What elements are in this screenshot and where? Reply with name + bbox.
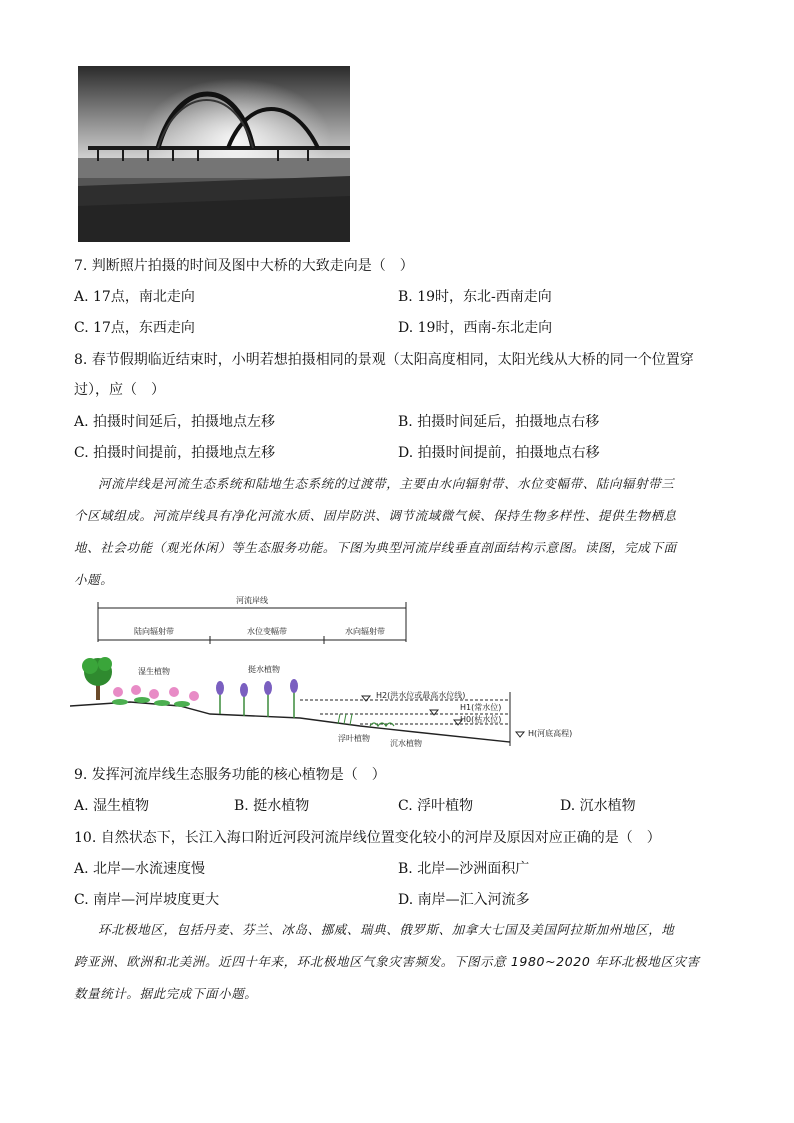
passage2-line3: 数量统计。据此完成下面小题。 — [74, 986, 258, 1001]
diagram-title: 河流岸线 — [236, 596, 268, 605]
q7-option-a[interactable]: A. 17点，南北走向 — [74, 289, 195, 305]
q10-option-a[interactable]: A. 北岸—水流速度慢 — [74, 861, 206, 877]
q9-stem: 9. 发挥河流岸线生态服务功能的核心植物是（ ） — [74, 767, 386, 783]
q10-option-c[interactable]: C. 南岸—河岸坡度更大 — [74, 892, 220, 908]
q10-stem: 10. 自然状态下，长江入海口附近河段河流岸线位置变化较小的河岸及原因对应正确的是（ ） — [74, 830, 661, 846]
passage1-line1: 河流岸线是河流生态系统和陆地生态系统的过渡带，主要由水向辐射带、水位变幅带、陆向辐射带三 — [98, 476, 675, 491]
q10-option-d[interactable]: D. 南岸—汇入河流多 — [398, 892, 530, 908]
q7-option-c[interactable]: C. 17点，东西走向 — [74, 320, 195, 336]
q10-option-b[interactable]: B. 北岸—沙洲面积广 — [398, 861, 530, 877]
label-emergent: 挺水植物 — [248, 665, 280, 674]
q7-option-d[interactable]: D. 19时，西南-东北走向 — [398, 320, 553, 336]
label-h0: H0(枯水位) — [460, 715, 502, 724]
zone-land: 陆向辐射带 — [134, 627, 174, 636]
q9-option-c[interactable]: C. 浮叶植物 — [398, 798, 474, 814]
bridge-photo-image — [78, 66, 350, 242]
label-wet-plant: 湿生植物 — [138, 667, 170, 676]
q7-stem: 7. 判断照片拍摄的时间及图中大桥的大致走向是（ ） — [74, 258, 414, 274]
label-h2: H2(洪水位或最高水位线) — [376, 691, 466, 700]
bridge-photo — [78, 66, 350, 242]
passage1-line2: 个区域组成。河流岸线具有净化河流水质、固岸防洪、调节流域微气候、保持生物多样性、提供生物栖息 — [74, 508, 677, 523]
label-floating: 浮叶植物 — [338, 734, 370, 743]
label-h1: H1(常水位) — [460, 703, 502, 712]
label-submerged: 沉水植物 — [390, 739, 422, 748]
passage1-line3: 地、社会功能（观光休闲）等生态服务功能。下图为典型河流岸线垂直剖面结构示意图。读图，完成下面 — [74, 540, 677, 555]
q8-stem-line1: 8. 春节假期临近结束时，小明若想拍摄相同的景观（太阳高度相同，太阳光线从大桥的同一个位置穿 — [74, 352, 694, 368]
label-h: H(河底高程) — [528, 729, 573, 738]
passage1-line4: 小题。 — [74, 572, 114, 587]
zone-fluctuation: 水位变幅带 — [247, 627, 287, 636]
q9-option-d[interactable]: D. 沉水植物 — [560, 798, 636, 814]
q7-option-b[interactable]: B. 19时，东北-西南走向 — [398, 289, 552, 305]
q8-option-a[interactable]: A. 拍摄时间延后，拍摄地点左移 — [74, 414, 276, 430]
riverbank-diagram — [70, 596, 590, 756]
q8-stem-line2: 过），应（ ） — [74, 382, 165, 398]
q8-option-d[interactable]: D. 拍摄时间提前，拍摄地点右移 — [398, 445, 600, 461]
passage2-line2: 跨亚洲、欧洲和北美洲。近四十年来，环北极地区气象灾害频发。下图示意 1980~2020 年环北极地区灾害 — [74, 954, 700, 969]
q8-option-b[interactable]: B. 拍摄时间延后，拍摄地点右移 — [398, 414, 600, 430]
q8-option-c[interactable]: C. 拍摄时间提前，拍摄地点左移 — [74, 445, 276, 461]
q9-option-b[interactable]: B. 挺水植物 — [234, 798, 310, 814]
zone-water: 水向辐射带 — [345, 627, 385, 636]
q9-option-a[interactable]: A. 湿生植物 — [74, 798, 150, 814]
passage2-line1: 环北极地区，包括丹麦、芬兰、冰岛、挪威、瑞典、俄罗斯、加拿大七国及美国阿拉斯加州地区，地 — [98, 922, 675, 937]
